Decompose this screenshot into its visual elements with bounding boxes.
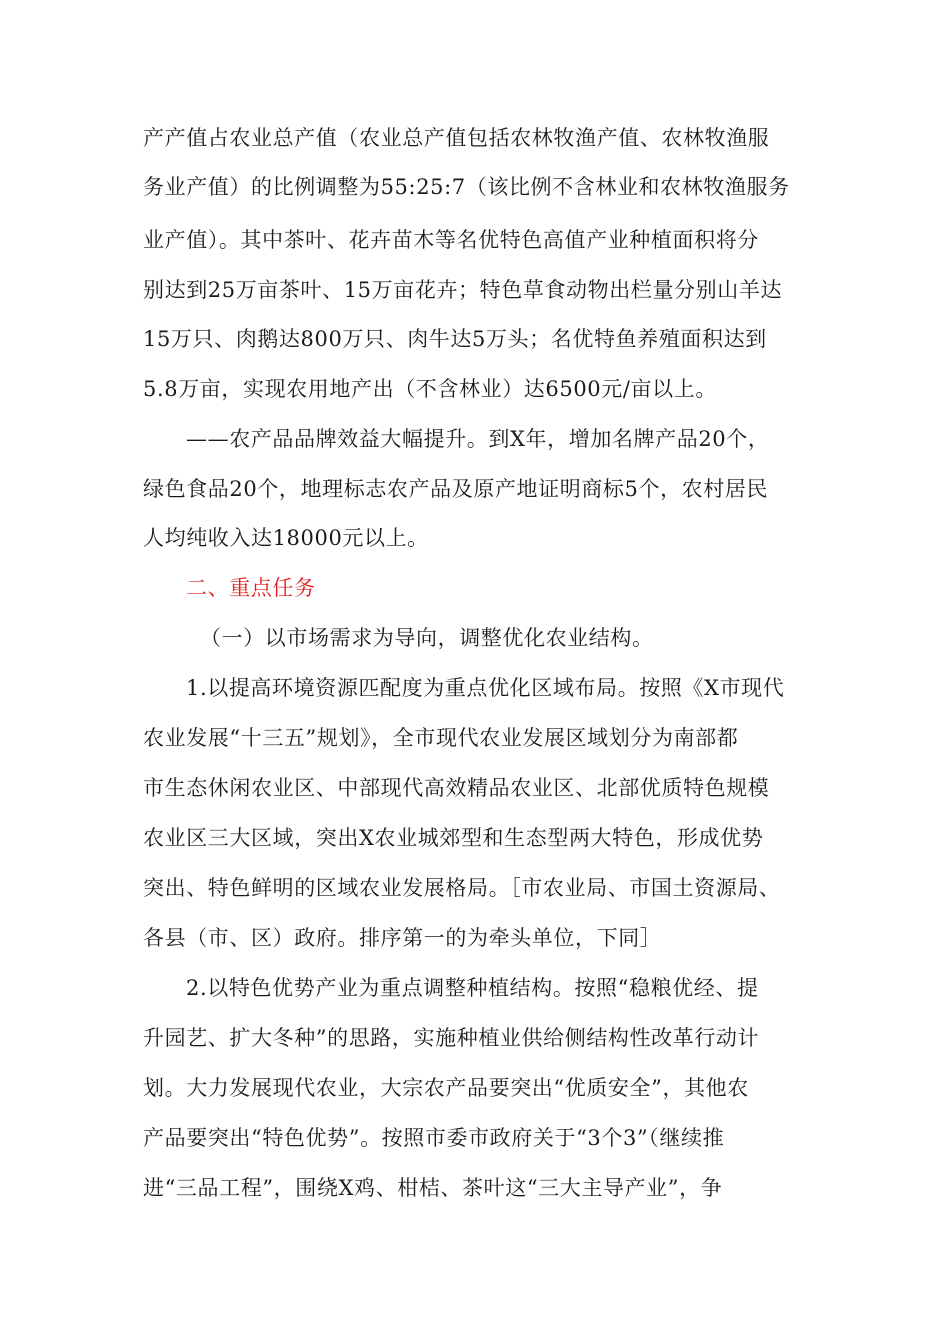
text-line: 产产值占农业总产值（农业总产值包括农林牧渔产值、农林牧渔服: [143, 126, 770, 150]
text-line: 人均纯收入达18000元以上。: [143, 526, 429, 550]
text-line: 市生态休闲农业区、中部现代高效精品农业区、北部优质特色规模: [143, 776, 770, 800]
text-line: 绿色食品20个，地理标志农产品及原产地证明商标5个，农村居民: [143, 477, 769, 501]
text-line: 各县（市、区）政府。排序第一的为牵头单位，下同］: [143, 926, 662, 950]
text-line: 15万只、肉鹅达800万只、肉牛达5万头；名优特鱼养殖面积达到: [143, 327, 767, 351]
text-line: 进“三品工程”，围绕X鸡、柑桔、茶叶这“三大主导产业”，争: [143, 1176, 723, 1200]
text-line: 务业产值）的比例调整为55:25:7（该比例不含林业和农林牧渔服务: [143, 175, 790, 199]
text-line: 升园艺、扩大冬种”的思路，实施种植业供给侧结构性改革行动计: [143, 1026, 760, 1050]
text-line: 产品要突出“特色优势”。按照市委市政府关于“3个3”（继续推: [143, 1126, 725, 1150]
text-line: 5.8万亩，实现农用地产出（不含林业）达6500元/亩以上。: [143, 377, 717, 401]
subsection-heading: （一）以市场需求为导向，调整优化农业结构。: [200, 626, 654, 650]
text-line: 别达到25万亩茶叶、15万亩花卉；特色草食动物出栏量分别山羊达: [143, 278, 783, 302]
text-line: 划。大力发展现代农业，大宗农产品要突出“优质安全”，其他农: [143, 1076, 749, 1100]
text-line: 1.以提高环境资源匹配度为重点优化区域布局。按照《X市现代: [186, 676, 785, 700]
section-heading: 二、重点任务: [186, 576, 316, 600]
text-line: ——农产品品牌效益大幅提升。到X年，增加名牌产品20个，: [186, 427, 770, 451]
text-line: 2.以特色优势产业为重点调整种植结构。按照“稳粮优经、提: [186, 976, 759, 1000]
text-line: 突出、特色鲜明的区域农业发展格局。［市农业局、市国土资源局、: [143, 876, 781, 900]
text-line: 业产值）。其中茶叶、花卉苗木等名优特色高值产业种植面积将分: [143, 228, 759, 252]
text-line: 农业发展“十三五”规划》，全市现代农业发展区域划分为南部都: [143, 726, 739, 750]
text-line: 农业区三大区域，突出X农业城郊型和生态型两大特色，形成优势: [143, 826, 764, 850]
